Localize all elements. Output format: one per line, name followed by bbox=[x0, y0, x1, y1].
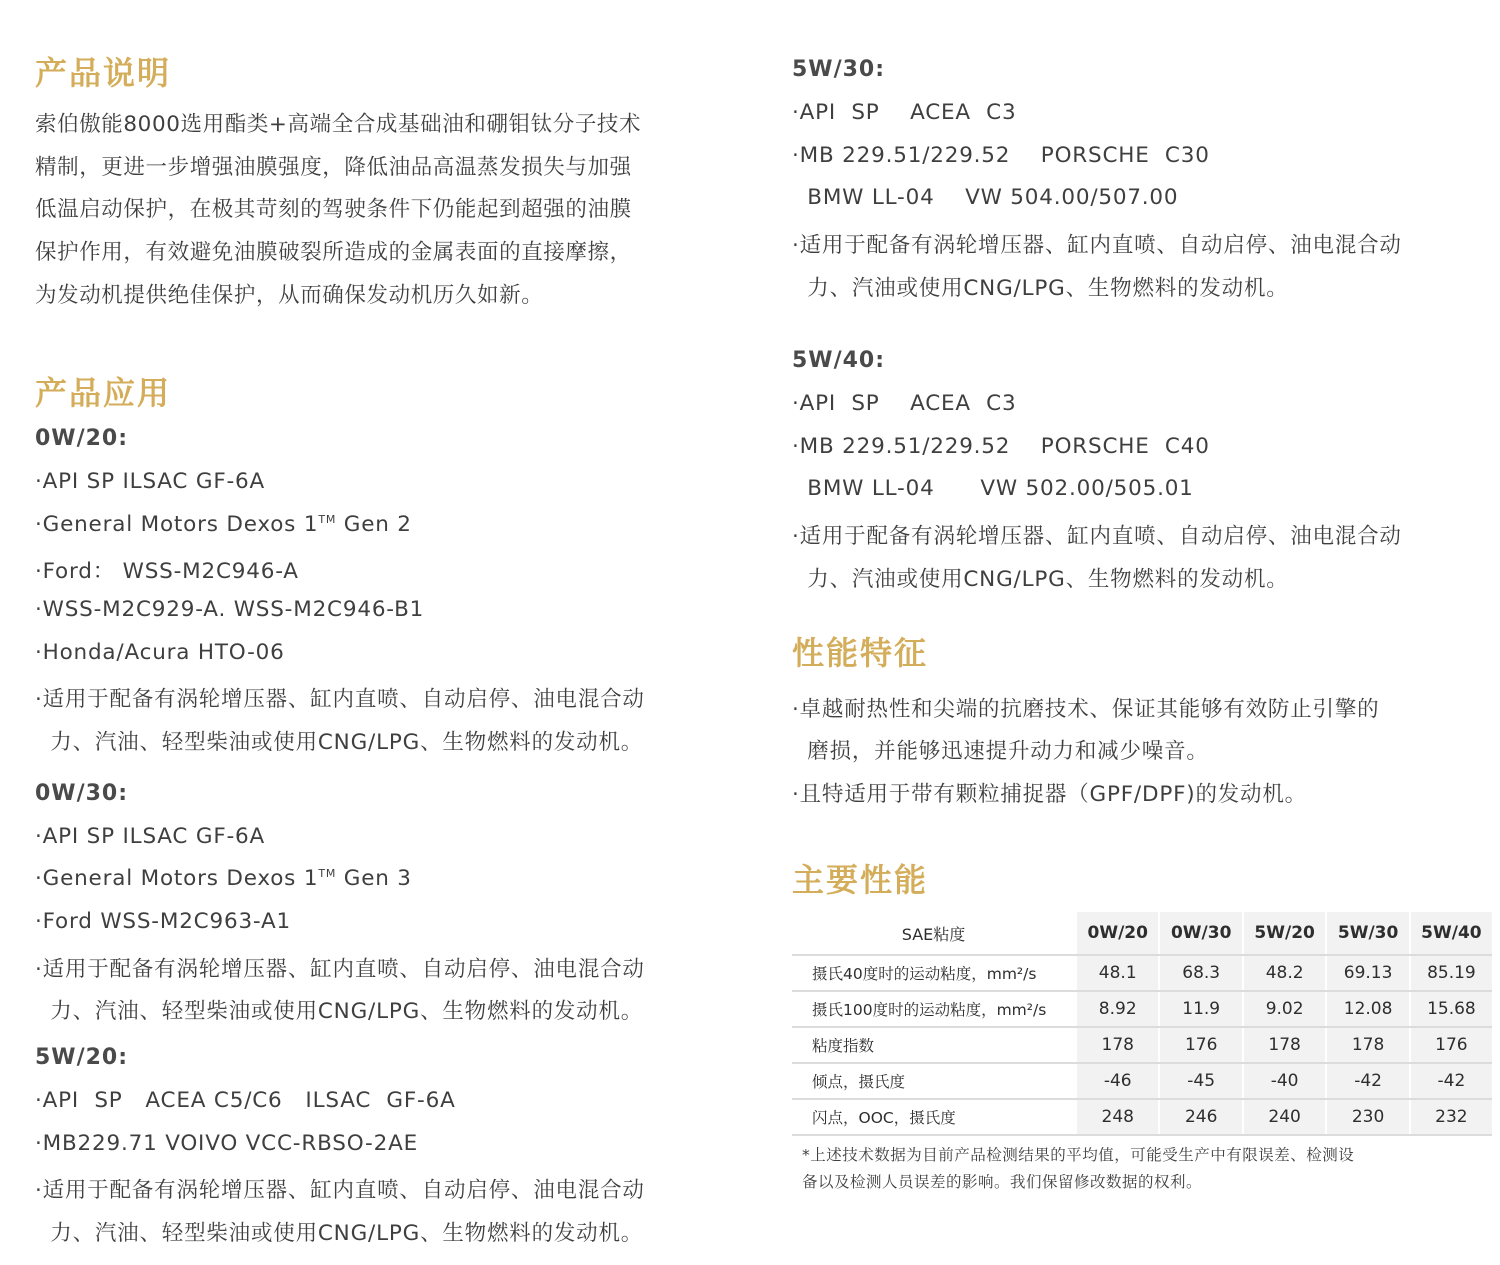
spec-line: ·MB 229.51/229.52 PORSCHE C30 bbox=[792, 143, 1210, 168]
spec-line: 力、汽油或使用CNG/LPG、生物燃料的发动机。 bbox=[792, 567, 1289, 592]
grade-label: 5W/20: bbox=[35, 1045, 129, 1070]
table-cell: -42 bbox=[1410, 1063, 1492, 1099]
table-row bbox=[792, 1099, 1492, 1135]
footnote-line: *上述技术数据为目前产品检测结果的平均值，可能受生产中有限误差、检测设 bbox=[802, 1146, 1355, 1164]
application-title: 产品应用 bbox=[35, 374, 172, 412]
table-cell: 11.9 bbox=[1159, 991, 1242, 1027]
spec-line: ·适用于配备有涡轮增压器、缸内直喷、自动启停、油电混合动 bbox=[792, 524, 1402, 549]
table-cell: 12.08 bbox=[1326, 991, 1409, 1027]
header-cell: 5W/40 bbox=[1410, 912, 1492, 955]
row-label: 摄氏40度时的运动粘度，mm²/s bbox=[792, 955, 1076, 991]
spec-line: ·适用于配备有涡轮增压器、缸内直喷、自动启停、油电混合动 bbox=[35, 1178, 645, 1203]
spec-line: ·Ford： WSS-M2C946-A bbox=[35, 559, 299, 584]
spec-gen: Gen 3 bbox=[336, 866, 412, 891]
feature-line: 磨损，并能够迅速提升动力和减少噪音。 bbox=[792, 739, 1209, 764]
performance-table bbox=[792, 912, 1492, 1136]
spec-line: ·MB229.71 VOIVO VCC-RBSO-2AE bbox=[35, 1131, 418, 1156]
description-line: 索伯傲能8000选用酯类+高端全合成基础油和硼钼钛分子技术 bbox=[35, 112, 642, 137]
spec-text: ·General Motors Dexos 1 bbox=[35, 866, 319, 891]
table-row bbox=[792, 1063, 1492, 1099]
spec-line: ·适用于配备有涡轮增压器、缸内直喷、自动启停、油电混合动 bbox=[792, 233, 1402, 258]
table-cell: 246 bbox=[1159, 1099, 1242, 1135]
grade-label: 0W/30: bbox=[35, 781, 129, 806]
table-cell: 178 bbox=[1076, 1027, 1159, 1063]
table-cell: 15.68 bbox=[1410, 991, 1492, 1027]
spec-line: ·适用于配备有涡轮增压器、缸内直喷、自动启停、油电混合动 bbox=[35, 957, 645, 982]
table-cell: -46 bbox=[1076, 1063, 1159, 1099]
grade-label: 5W/40: bbox=[792, 348, 886, 373]
row-label: 闪点，OOC，摄氏度 bbox=[792, 1099, 1076, 1135]
table-header-row bbox=[792, 912, 1492, 955]
row-label: 倾点，摄氏度 bbox=[792, 1063, 1076, 1099]
header-cell: 5W/20 bbox=[1243, 912, 1326, 955]
performance-title: 主要性能 bbox=[792, 861, 929, 899]
table-cell: 240 bbox=[1243, 1099, 1326, 1135]
table-cell: 248 bbox=[1076, 1099, 1159, 1135]
table-cell: 8.92 bbox=[1076, 991, 1159, 1027]
table-cell: 178 bbox=[1243, 1027, 1326, 1063]
table-cell: 48.1 bbox=[1076, 955, 1159, 991]
table-cell: -40 bbox=[1243, 1063, 1326, 1099]
feature-line: ·且特适用于带有颗粒捕捉器（GPF/DPF)的发动机。 bbox=[792, 782, 1307, 807]
spec-line: ·Ford WSS-M2C963-A1 bbox=[35, 909, 291, 934]
spec-line: ·Honda/Acura HTO-06 bbox=[35, 640, 285, 665]
spec-gen: Gen 2 bbox=[336, 512, 412, 537]
footnote-line: 备以及检测人员误差的影响。我们保留修改数据的权利。 bbox=[802, 1173, 1203, 1191]
trademark-mark: TM bbox=[318, 866, 337, 880]
table-row bbox=[792, 991, 1492, 1027]
header-cell: 0W/20 bbox=[1076, 912, 1159, 955]
row-label: 粘度指数 bbox=[792, 1027, 1076, 1063]
table-row bbox=[792, 955, 1492, 991]
header-cell: SAE粘度 bbox=[792, 912, 1076, 955]
spec-text: ·General Motors Dexos 1 bbox=[35, 512, 319, 537]
spec-line: BMW LL-04 VW 502.00/505.01 bbox=[792, 476, 1194, 501]
row-label: 摄氏100度时的运动粘度，mm²/s bbox=[792, 991, 1076, 1027]
spec-line: 力、汽油、轻型柴油或使用CNG/LPG、生物燃料的发动机。 bbox=[35, 999, 644, 1024]
spec-line bbox=[35, 866, 412, 891]
description-line: 保护作用，有效避免油膜破裂所造成的金属表面的直接摩擦， bbox=[35, 240, 632, 265]
table-cell: 230 bbox=[1326, 1099, 1409, 1135]
spec-line: ·MB 229.51/229.52 PORSCHE C40 bbox=[792, 434, 1210, 459]
table-cell: 232 bbox=[1410, 1099, 1492, 1135]
spec-line bbox=[35, 512, 412, 537]
table-cell: 176 bbox=[1410, 1027, 1492, 1063]
table-cell: 69.13 bbox=[1326, 955, 1409, 991]
spec-line: ·API SP ACEA C3 bbox=[792, 100, 1017, 125]
header-cell: 5W/30 bbox=[1326, 912, 1409, 955]
grade-label: 0W/20: bbox=[35, 426, 129, 451]
spec-line: ·WSS-M2C929-A. WSS-M2C946-B1 bbox=[35, 597, 425, 622]
spec-line: ·适用于配备有涡轮增压器、缸内直喷、自动启停、油电混合动 bbox=[35, 687, 645, 712]
description-line: 低温启动保护，在极其苛刻的驾驶条件下仍能起到超强的油膜 bbox=[35, 197, 632, 222]
table-cell: 48.2 bbox=[1243, 955, 1326, 991]
table-cell: -45 bbox=[1159, 1063, 1242, 1099]
table-cell: 68.3 bbox=[1159, 955, 1242, 991]
description-line: 为发动机提供绝佳保护，从而确保发动机历久如新。 bbox=[35, 283, 544, 308]
grade-label: 5W/30: bbox=[792, 57, 886, 82]
table-cell: 176 bbox=[1159, 1027, 1242, 1063]
feature-line: ·卓越耐热性和尖端的抗磨技术、保证其能够有效防止引擎的 bbox=[792, 697, 1380, 722]
spec-line: 力、汽油、轻型柴油或使用CNG/LPG、生物燃料的发动机。 bbox=[35, 730, 644, 755]
spec-line: ·API SP ACEA C3 bbox=[792, 391, 1017, 416]
table-cell: 85.19 bbox=[1410, 955, 1492, 991]
spec-line: ·API SP ACEA C5/C6 ILSAC GF-6A bbox=[35, 1088, 456, 1113]
features-title: 性能特征 bbox=[792, 634, 929, 672]
table-cell: 9.02 bbox=[1243, 991, 1326, 1027]
description-line: 精制，更进一步增强油膜强度，降低油品高温蒸发损失与加强 bbox=[35, 155, 632, 180]
table-cell: -42 bbox=[1326, 1063, 1409, 1099]
spec-line: ·API SP ILSAC GF-6A bbox=[35, 824, 266, 849]
spec-line: 力、汽油或使用CNG/LPG、生物燃料的发动机。 bbox=[792, 276, 1289, 301]
header-cell: 0W/30 bbox=[1159, 912, 1242, 955]
trademark-mark: TM bbox=[318, 512, 337, 526]
table-cell: 178 bbox=[1326, 1027, 1409, 1063]
spec-line: 力、汽油、轻型柴油或使用CNG/LPG、生物燃料的发动机。 bbox=[35, 1221, 644, 1246]
description-title: 产品说明 bbox=[35, 54, 172, 92]
spec-line: ·API SP ILSAC GF-6A bbox=[35, 469, 266, 494]
table-row bbox=[792, 1027, 1492, 1063]
spec-line: BMW LL-04 VW 504.00/507.00 bbox=[792, 185, 1179, 210]
